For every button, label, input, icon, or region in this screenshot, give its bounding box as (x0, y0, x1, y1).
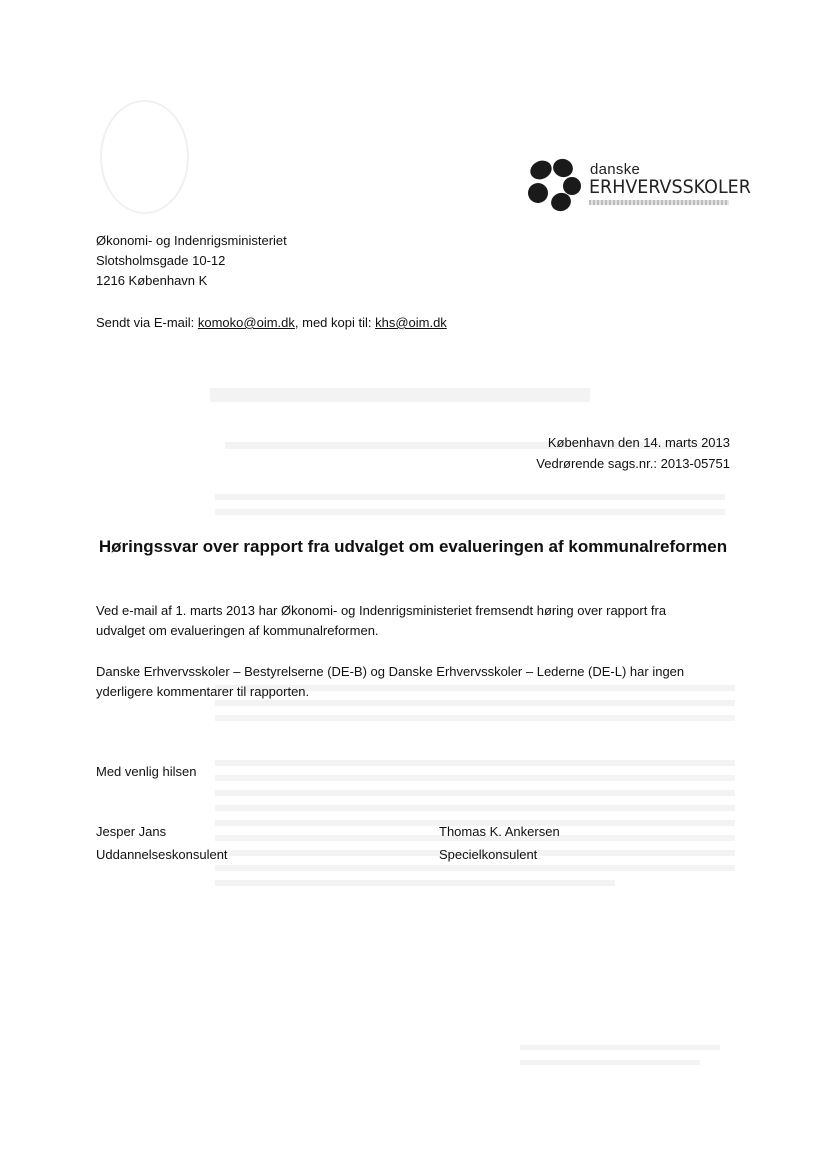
ghost-line (215, 760, 735, 766)
ghost-line (215, 880, 615, 886)
ghost-line (215, 865, 735, 871)
body-p2-line2: yderligere kommentarer til rapporten. (96, 684, 310, 699)
ghost-line (215, 790, 735, 796)
letter-date: København den 14. marts 2013 (547, 435, 730, 450)
ghost-line (215, 715, 735, 721)
recipient-city: 1216 København K (96, 273, 208, 288)
body-p1-line2: udvalget om evalueringen af kommunalreformen. (96, 623, 379, 638)
ghost-line (215, 805, 735, 811)
signer-name: Jesper Jans (96, 824, 167, 839)
ghost-seal (100, 100, 189, 214)
ghost-line (520, 1060, 700, 1065)
email-link-primary[interactable]: komoko@oim.dk (197, 315, 295, 330)
ghost-line (215, 775, 735, 781)
sent-middle: , med kopi til: (294, 315, 376, 330)
letter-title: Høringssvar over rapport fra udvalget om evalueringen af kommunalreformen (98, 537, 728, 556)
sent-prefix: Sendt via E-mail: (96, 315, 198, 330)
case-reference: Vedrørende sags.nr.: 2013-05751 (536, 456, 730, 471)
ghost-line (520, 1045, 720, 1050)
ghost-line (210, 388, 590, 402)
email-link-copy[interactable]: khs@oim.dk (375, 315, 447, 330)
flower-logo-icon (525, 157, 583, 213)
danske-erhvervsskoler-logo (525, 157, 751, 213)
recipient-street: Slotsholmsgade 10-12 (96, 253, 226, 268)
logo-top-text: danske (590, 161, 641, 178)
sent-via-line (96, 313, 447, 333)
signer-name: Thomas K. Ankersen (439, 824, 560, 839)
body-p1-line1: Ved e-mail af 1. marts 2013 har Økonomi- og Indenrigsministeriet fremsendt høring over rapport fra (96, 603, 667, 618)
signer-title: Specielkonsulent (439, 847, 538, 862)
signer-title: Uddannelseskonsulent (96, 847, 228, 862)
closing-greeting: Med venlig hilsen (96, 764, 197, 779)
logo-underline (589, 200, 729, 205)
ghost-line (215, 509, 725, 515)
recipient-name: Økonomi- og Indenrigsministeriet (96, 233, 287, 248)
ghost-line (215, 494, 725, 500)
logo-main-text: ERHVERVSSKOLER (589, 176, 751, 198)
body-p2-line1: Danske Erhvervsskoler – Bestyrelserne (DE-B) og Danske Erhvervsskoler – Lederne (DE-L) har ingen (96, 664, 685, 679)
